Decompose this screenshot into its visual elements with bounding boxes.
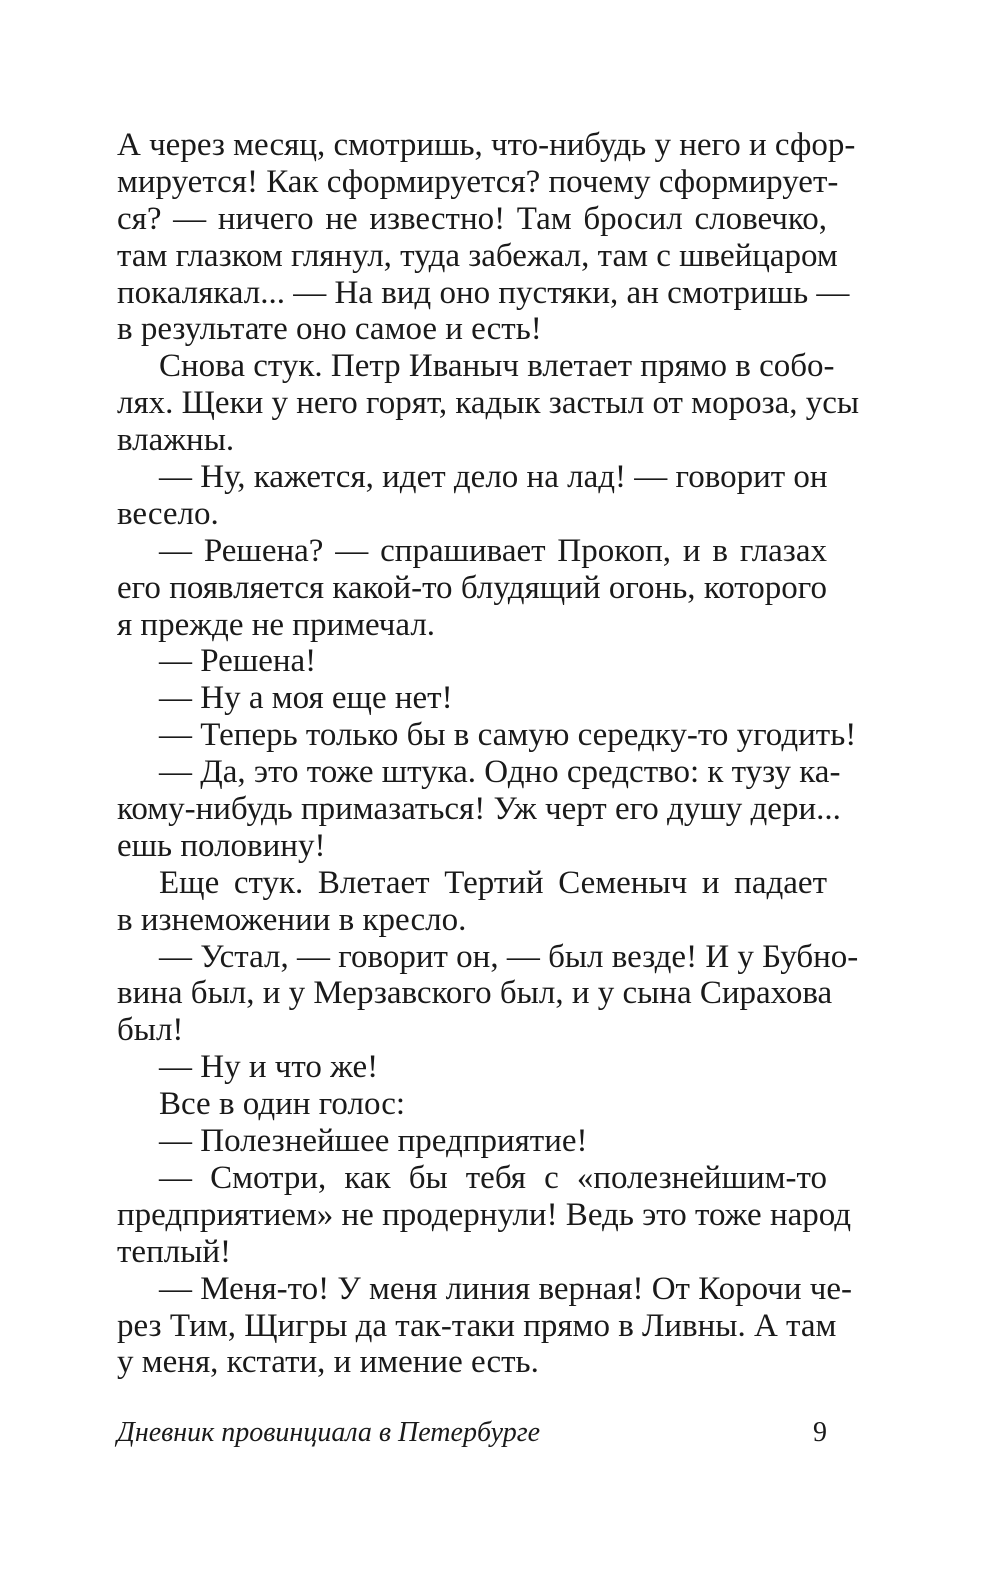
text-line: покалякал... — На вид оно пустяки, ан смотришь — [117,274,850,311]
text-line: его появляется какой-то блудящий огонь, которого [117,569,827,606]
text-line: рез Тим, Щигры да так-таки прямо в Ливны. А там [117,1307,837,1344]
text-line: влажны. [117,422,235,459]
text-line: кому-нибудь примазаться! Уж черт его душу дери... [117,791,841,828]
text-line: теплый! [117,1233,232,1270]
text-line: Еще стук. Влетает Тертий Семеныч и падает [159,864,827,901]
text-line: Все в один голос: [159,1086,406,1123]
text-line: я прежде не примечал. [117,606,436,643]
page-footer [117,1413,827,1453]
text-line: — Ну и что же! [159,1049,379,1086]
body-text [117,127,860,1381]
text-line: ешь половину! [117,827,326,864]
running-title: Дневник провинциала в Петербурге [117,1417,541,1448]
text-line: ся? — ничего не известно! Там бросил словечко, [117,200,827,237]
text-line: лях. Щеки у него горят, кадык застыл от мороза, усы [117,385,860,422]
text-line: предприятием» не продернули! Ведь это тоже народ [117,1196,852,1233]
text-line: весело. [117,495,219,532]
text-line: Снова стук. Петр Иваныч влетает прямо в собо- [159,348,835,385]
text-line: — Полезнейшее предприятие! [159,1123,588,1160]
text-line: вина был, и у Мерзавского был, и у сына Сирахова [117,975,833,1012]
text-line: — Ну, кажется, идет дело на лад! — говорит он [159,459,828,496]
text-line: А через месяц, смотришь, что-нибудь у него и сфор- [117,127,856,163]
text-line: был! [117,1012,184,1049]
text-line: — Теперь только бы в самую середку-то угодить! [159,717,857,754]
text-line: у меня, кстати, и имение есть. [117,1344,539,1381]
page-number: 9 [813,1417,827,1448]
text-line: — Меня-то! У меня линия верная! От Корочи че- [159,1270,852,1307]
text-line: — Смотри, как бы тебя с «полезнейшим-то [159,1159,827,1196]
text-line: там глазком глянул, туда забежал, там с швейцаром [117,237,838,274]
text-line: — Решена? — спрашивает Прокоп, и в глазах [159,532,827,569]
text-line: — Ну а моя еще нет! [159,680,453,717]
text-line: в результате оно самое и есть! [117,311,542,348]
text-line: мируется! Как сформируется? почему сформирует- [117,163,839,200]
text-line: — Да, это тоже штука. Одно средство: к тузу ка- [159,754,841,791]
text-line: в изнеможении в кресло. [117,901,467,938]
text-line: — Устал, — говорит он, — был везде! И у Бубно- [159,938,859,975]
text-line: — Решена! [159,643,317,680]
